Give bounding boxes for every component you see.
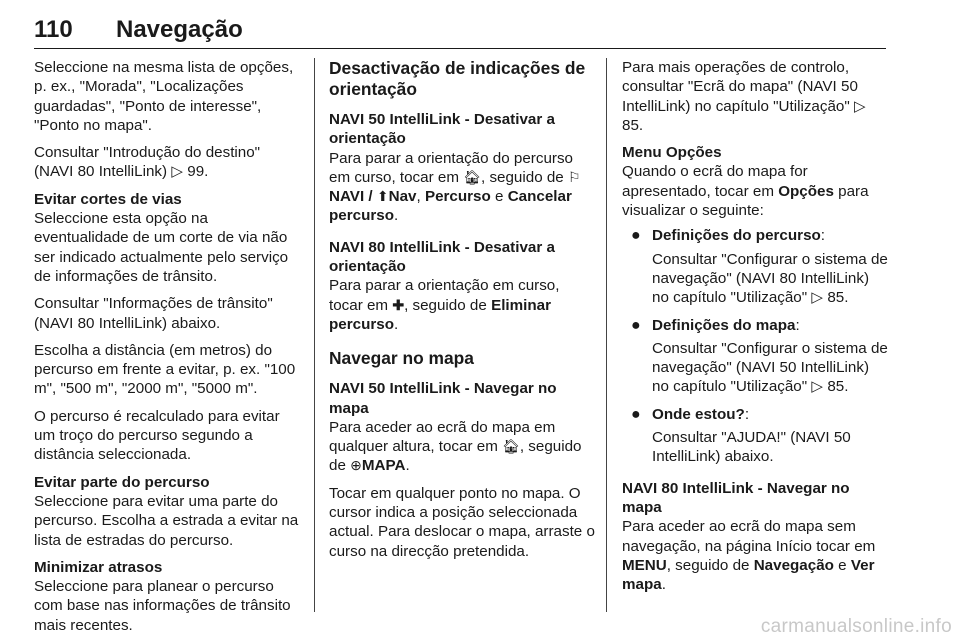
paragraph: Seleccione esta opção na eventualidade de um corte de via não ser indicado actualmente pelo serviço de informações de trânsito.	[34, 210, 289, 285]
paragraph: Para mais operações de controlo, consultar "Ecrã do mapa" (NAVI 50 IntelliLink) no capítulo "Utilização" ▷ 85.	[622, 59, 866, 134]
paragraph: Para aceder ao ecrã do mapa sem navegação, na página Início tocar em MENU, seguido de Navegação e Ver mapa.	[622, 518, 876, 594]
page-header	[34, 16, 886, 50]
bullet-icon: ●	[631, 405, 641, 423]
list-item: ● Onde estou?: Consultar "AJUDA!" (NAVI 50 IntelliLink) abaixo.	[631, 405, 851, 466]
heading: Desactivação de indicações de orientação	[329, 58, 586, 99]
paragraph: Para aceder ao ecrã do mapa em qualquer altura, tocar em 🏠︎, seguido de ⊕MAPA.	[329, 418, 582, 475]
watermark: carmanualsonline.info	[760, 616, 952, 637]
plus-icon: ✚	[392, 296, 405, 313]
paragraph: O percurso é recalculado para evitar um troço do percurso segundo a distância seleccionada.	[34, 407, 280, 464]
page-number: 110	[34, 16, 73, 43]
map-icon: ⊕	[350, 457, 362, 474]
page-ref-icon: ▷	[811, 289, 824, 307]
arrow-up-icon: ⬆	[376, 188, 389, 205]
section-title: Minimizar atrasos	[34, 558, 163, 576]
paragraph: Para parar a orientação do percurso em curso, tocar em 🏠︎, seguido de ⚐NAVI / ⬆Nav, Percurso e Cancelar percurso.	[329, 149, 581, 225]
home-icon: 🏠︎	[463, 168, 481, 185]
subheading: NAVI 50 IntelliLink - Desativar a orientação	[329, 111, 555, 148]
paragraph: Quando o ecrã do mapa for apresentado, tocar em Opções para visualizar o seguinte:	[622, 163, 869, 220]
bullet-icon: ●	[631, 316, 641, 334]
paragraph: Escolha a distância (em metros) do percurso em frente a evitar, p. ex. "100 m", "500 m", "2000 m", "5000 m".	[34, 341, 296, 398]
subheading: NAVI 50 IntelliLink - Navegar no mapa	[329, 380, 557, 417]
paragraph: Consultar "Informações de trânsito" (NAVI 80 IntelliLink) abaixo.	[34, 295, 273, 332]
column-divider	[606, 58, 607, 612]
paragraph: Seleccione na mesma lista de opções, p. ex., "Morada", "Localizações guardadas", "Ponto de interesse", "Ponto no mapa".	[34, 59, 294, 134]
section-title: Evitar cortes de vias	[34, 190, 182, 208]
subheading: NAVI 80 IntelliLink - Desativar a orientação	[329, 238, 555, 276]
paragraph: Seleccione para planear o percurso com base nas informações de trânsito mais recentes.	[34, 578, 291, 634]
page-ref-icon: ▷	[811, 378, 824, 396]
column-divider	[314, 58, 315, 612]
page-title: Navegação	[116, 16, 243, 43]
page-ref-icon: ▷	[171, 163, 184, 181]
column-1	[34, 58, 300, 643]
column-3	[622, 58, 888, 602]
heading: Navegar no mapa	[329, 348, 474, 369]
paragraph: Para parar a orientação em curso, tocar em ✚, seguido de Eliminar percurso.	[329, 277, 560, 333]
list-item: ● Definições do mapa: Consultar "Configurar o sistema de navegação" (NAVI 50 IntelliLink) no capítulo "Utilização" ▷ 85.	[631, 316, 888, 396]
options-list	[622, 226, 888, 466]
column-2	[329, 58, 595, 569]
paragraph: Tocar em qualquer ponto no mapa. O cursor indica a posição seleccionada actual. Para deslocar o mapa, arraste o curso na direcção pretendida.	[329, 484, 595, 560]
subheading: NAVI 80 IntelliLink - Navegar no mapa	[622, 479, 850, 516]
paragraph: Seleccione para evitar uma parte do percurso. Escolha a estrada a evitar na lista de estradas do percurso.	[34, 492, 299, 549]
paragraph: Consultar "Introdução do destino" (NAVI 80 IntelliLink) ▷ 99.	[34, 144, 261, 181]
home-icon: 🏠︎	[502, 438, 520, 455]
flag-icon: ⚐	[568, 168, 581, 185]
page-ref-icon: ▷	[853, 97, 866, 115]
list-item: ● Definições do percurso: Consultar "Configurar o sistema de navegação" (NAVI 80 IntelliLink) no capítulo "Utilização" ▷ 85.	[631, 227, 888, 307]
section-title: Evitar parte do percurso	[34, 473, 210, 491]
header-rule	[34, 48, 886, 49]
bullet-icon: ●	[631, 227, 641, 245]
section-title: Menu Opções	[622, 144, 722, 162]
